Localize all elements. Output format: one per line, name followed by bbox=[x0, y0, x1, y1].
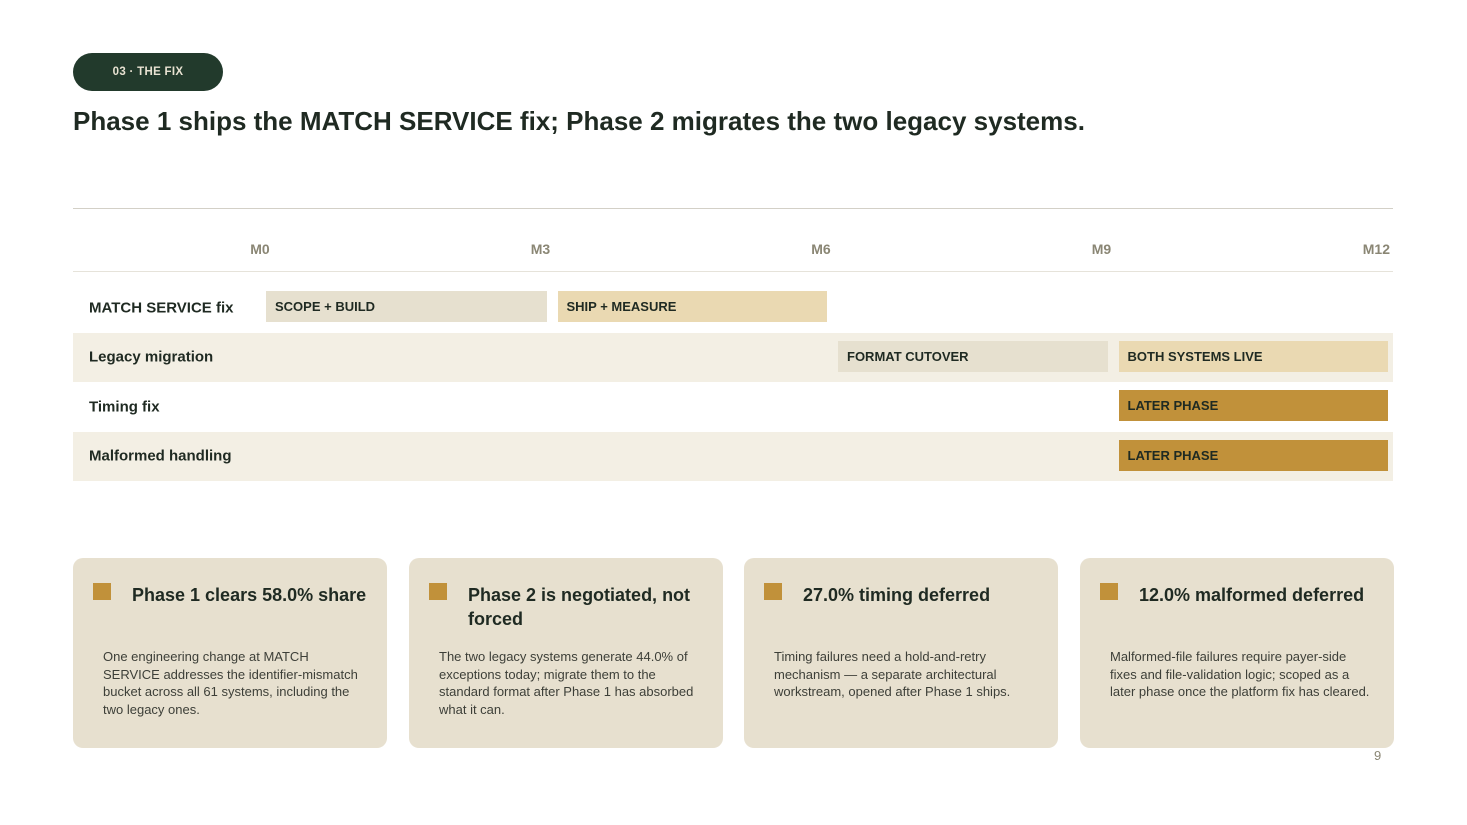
summary-card bbox=[1080, 558, 1394, 748]
phase-bar bbox=[1119, 341, 1389, 372]
summary-card bbox=[744, 558, 1058, 748]
square-bullet-icon bbox=[764, 583, 782, 600]
phase-bar-label: BOTH SYSTEMS LIVE bbox=[1127, 348, 1263, 364]
row-label: Timing fix bbox=[89, 398, 160, 415]
phase-bar-label: LATER PHASE bbox=[1127, 398, 1219, 413]
card-body: One engineering change at MATCH SERVICE addresses the identifier-mismatch bucket across all 61 systems, including the two legacy ones. bbox=[103, 649, 358, 717]
card-body: Malformed-file failures require payer-side fixes and file-validation logic; scoped as a later phase once the platform fix has cleared. bbox=[1110, 649, 1370, 699]
timeline-row bbox=[73, 432, 1393, 481]
phase-bar bbox=[1119, 390, 1389, 421]
row-label: Legacy migration bbox=[89, 348, 214, 366]
section-tag: 03 · THE FIX bbox=[73, 53, 223, 91]
tick-label-m9: M9 bbox=[1091, 241, 1112, 257]
axis-divider bbox=[73, 271, 1393, 272]
divider bbox=[73, 208, 1393, 209]
tick-label-m6: M6 bbox=[811, 241, 831, 257]
summary-card bbox=[409, 558, 723, 748]
phase-bar-label: SCOPE + BUILD bbox=[275, 299, 376, 314]
timeline-row bbox=[73, 283, 1393, 332]
page-number: 9 bbox=[1374, 748, 1382, 763]
card-body: Timing failures need a hold-and-retry mechanism — a separate architectural workstream, opened after Phase 1 ships. bbox=[774, 649, 1011, 699]
row-label: Malformed handling bbox=[89, 447, 232, 465]
timeline-row bbox=[73, 333, 1393, 382]
phase-bar bbox=[266, 291, 547, 322]
row-label: MATCH SERVICE fix bbox=[89, 299, 234, 316]
phase-bar-label: LATER PHASE bbox=[1127, 447, 1219, 463]
card-title: Phase 2 is negotiated, not forced bbox=[468, 585, 691, 629]
card-title: 12.0% malformed deferred bbox=[1139, 585, 1365, 605]
summary-card bbox=[73, 558, 387, 748]
phase-bar bbox=[838, 341, 1108, 372]
page-title: Phase 1 ships the MATCH SERVICE fix; Phase 2 migrates the two legacy systems. bbox=[73, 106, 1085, 136]
tick-label-m3: M3 bbox=[530, 241, 551, 257]
tick-label-m0: M0 bbox=[250, 241, 270, 257]
timeline-row bbox=[73, 382, 1393, 431]
square-bullet-icon bbox=[93, 583, 111, 600]
square-bullet-icon bbox=[429, 583, 447, 600]
card-title: Phase 1 clears 58.0% share bbox=[132, 585, 367, 605]
phase-bar-label: FORMAT CUTOVER bbox=[847, 348, 969, 364]
phase-bar bbox=[1119, 440, 1389, 471]
square-bullet-icon bbox=[1100, 583, 1118, 600]
phase-bar bbox=[558, 291, 828, 322]
card-title: 27.0% timing deferred bbox=[803, 585, 991, 605]
card-body: The two legacy systems generate 44.0% of exceptions today; migrate them to the standard format after Phase 1 has absorbed what it can. bbox=[439, 649, 694, 717]
tick-label-m12: M12 bbox=[1362, 241, 1390, 257]
phase-bar-label: SHIP + MEASURE bbox=[566, 299, 677, 314]
